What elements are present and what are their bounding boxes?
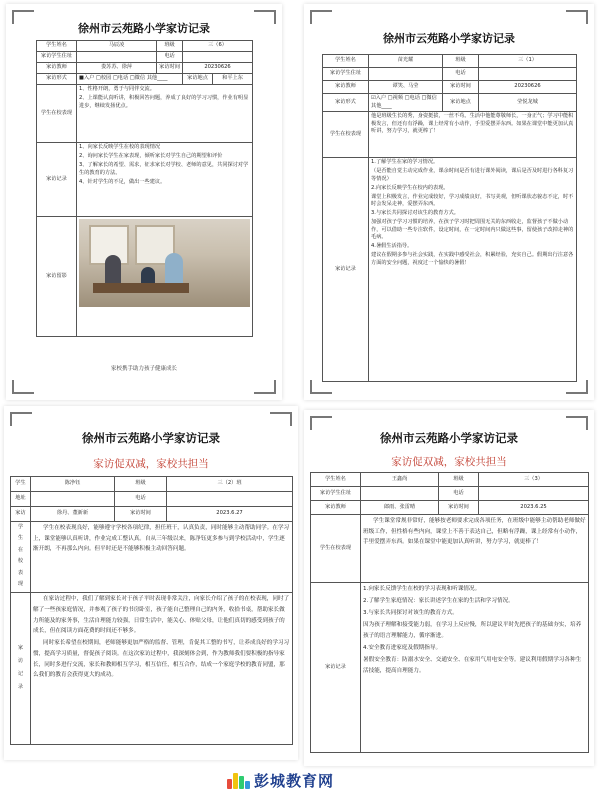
label-performance: 学生在校表现 bbox=[323, 112, 369, 158]
photo-table bbox=[93, 283, 189, 293]
label-char: 生 bbox=[17, 535, 24, 542]
label-performance: 学生在校表现 bbox=[311, 515, 361, 583]
value-student: 马辰凌 bbox=[77, 41, 157, 52]
value-student: 王鑫尚 bbox=[361, 473, 439, 487]
visit-record-table bbox=[310, 472, 589, 753]
label-phone: 电话 bbox=[115, 492, 167, 507]
value-phone bbox=[479, 68, 577, 81]
record-line: 同时家长希望在校期间，老师能够更加严格的监督、管理，肯促其工整的书写，让养成良好的学习习惯，提高学习质量，督促孩子阅读。在这次家访过程中，我深刻体会到，作为教师我们要积极的指导家长，同时多进行交流，家长和教师相互学习，相互信任，相互合作，结成一个家庭学校的教育同盟，那么我们的教育会获得更大的成功。 bbox=[33, 640, 290, 679]
record-line: 4.安全教育进家庭及假期指导。 bbox=[363, 645, 442, 652]
value-time: 2023.6.27 bbox=[167, 507, 293, 522]
value-phone bbox=[183, 52, 253, 63]
visit-record-table bbox=[322, 54, 577, 382]
visit-record-sheet-3 bbox=[4, 406, 298, 760]
label-char: 访 bbox=[17, 657, 24, 664]
value-address bbox=[369, 68, 443, 81]
value-time: 20230626 bbox=[183, 63, 253, 74]
label-photo: 家访留影 bbox=[37, 217, 77, 337]
label-address: 家访学生住址 bbox=[311, 487, 361, 501]
value-phone bbox=[479, 487, 589, 501]
value-class: 三（2）班 bbox=[167, 477, 293, 492]
label-char: 校 bbox=[17, 558, 24, 565]
label-student: 学生姓名 bbox=[323, 55, 369, 68]
label-teacher: 家访教师 bbox=[311, 501, 361, 515]
record-line: 1.了解学生在家的学习情况。 bbox=[371, 159, 439, 166]
record-text bbox=[31, 593, 293, 745]
label-time: 家访时间 bbox=[115, 507, 167, 522]
label-visit: 家访 bbox=[11, 507, 31, 522]
label-class: 班级 bbox=[439, 473, 479, 487]
visit-record-table bbox=[10, 476, 293, 745]
label-time: 家访时间 bbox=[443, 81, 479, 94]
label-char: 表 bbox=[17, 569, 24, 576]
label-address: 家访学生住址 bbox=[37, 52, 77, 63]
visit-record-sheet-2 bbox=[304, 4, 594, 400]
performance-line: 2、上课能认真听讲，积极回答问题，养成了良好的学习习惯，作业有明显进步，继续发扬优点。 bbox=[79, 95, 249, 109]
corner-ornament bbox=[310, 416, 332, 430]
record-line: 建议在假期多参与社会实践，在实践中感受社会，积累经验，充实自己。假期出行注意各方面的安全问题，祝度过一个愉快的暑假！ bbox=[371, 252, 574, 266]
value-teacher: 郎雨、张雷晴 bbox=[361, 501, 439, 515]
label-form: 家访形式 bbox=[37, 74, 77, 85]
label-record: 家访记录 bbox=[323, 158, 369, 382]
value-class: 三（1） bbox=[479, 55, 577, 68]
visit-record-sheet-4 bbox=[304, 410, 594, 766]
value-teacher: 谭笑、马莹 bbox=[369, 81, 443, 94]
record-line: （是否能自觉主动完成作业，课余时间是否有进行课外阅读，课后是否及时进行各科复习等情况） bbox=[371, 168, 574, 182]
label-place: 家访地点 bbox=[443, 94, 479, 112]
record-line: 4.暑假生活指导。 bbox=[371, 243, 413, 250]
record-text bbox=[77, 143, 253, 217]
record-line: 2、询问家长学生在家表现，倾听家长对学生自己的期望和评价 bbox=[79, 153, 223, 160]
label-time: 家访时间 bbox=[439, 501, 479, 515]
label-address: 地址 bbox=[11, 492, 31, 507]
record-line: 3.与家长共同探讨对该生的教育方式。 bbox=[363, 610, 458, 617]
record-text bbox=[369, 158, 577, 382]
value-time: 20230626 bbox=[479, 81, 577, 94]
home-visit-photo bbox=[79, 219, 250, 307]
label-class: 班级 bbox=[443, 55, 479, 68]
record-line: 3.与家长共同探讨对该生的教育方式。 bbox=[371, 210, 459, 217]
value-class: 三（3） bbox=[479, 473, 589, 487]
label-student: 学生姓名 bbox=[37, 41, 77, 52]
record-line: 1、向家长反映学生在校的表现情况 bbox=[79, 144, 161, 150]
label-phone: 电话 bbox=[157, 52, 183, 63]
visit-record-sheet-1 bbox=[6, 4, 282, 400]
record-line: 4、针对学生的不足，做出一些建议。 bbox=[79, 178, 166, 185]
value-address bbox=[31, 492, 115, 507]
label-teacher: 家访教师 bbox=[323, 81, 369, 94]
brand-name: 彭城教育网 bbox=[254, 771, 335, 790]
photo-person bbox=[105, 255, 121, 285]
corner-ornament bbox=[566, 10, 588, 24]
record-line: 2.向家长反映学生在校内的表现。 bbox=[371, 184, 449, 191]
label-record bbox=[11, 593, 31, 745]
performance-text bbox=[77, 85, 253, 143]
book-logo-icon bbox=[226, 769, 250, 791]
corner-ornament bbox=[10, 412, 32, 426]
label-class: 班级 bbox=[115, 477, 167, 492]
page-subtitle: 家访促双减，家校共担当 bbox=[391, 456, 507, 468]
label-time: 家访时间 bbox=[157, 63, 183, 74]
record-text bbox=[361, 583, 589, 753]
page-title: 徐州市云苑路小学家访记录 bbox=[78, 22, 210, 35]
value-place: 莹悦龙城 bbox=[479, 94, 577, 112]
value-class: 三（6） bbox=[183, 41, 253, 52]
label-performance bbox=[11, 522, 31, 593]
label-char: 在 bbox=[17, 546, 24, 553]
label-char: 记 bbox=[17, 670, 24, 677]
record-line: 暑假安全教育：防溺水安全、交通安全、在家用气用电安全等。建议利用假期学习各种生活技能，提高自理能力。 bbox=[363, 657, 582, 674]
label-performance: 学生在校表现 bbox=[37, 85, 77, 143]
record-line: 3、了解家长的希望、需求，征求家长对学校、老师的意见，共同探讨对学生的教育的方法。 bbox=[79, 162, 249, 176]
label-char: 录 bbox=[17, 683, 24, 690]
value-time: 2023.6.25 bbox=[479, 501, 589, 515]
record-line: 在家访过程中，我们了解到家长对于孩子平时表现非常关注，向家长介绍了孩子的在校表现，同时了解了一些孩家庭情况，并参观了孩子的书房卧室，孩子能自己整理自己的内务，收拾书桌，帮助家长做力所能及的家务事，生活自理能力较强，日常生活中，能关心、体贴父母，让他们真切的感受到孩子的成长，但在阅读方面花费的时间还不够多。 bbox=[33, 596, 290, 635]
label-place: 家访地点 bbox=[183, 74, 213, 85]
corner-ornament bbox=[566, 380, 588, 394]
site-watermark bbox=[226, 768, 376, 792]
value-address bbox=[361, 487, 439, 501]
value-form: ☑入户 □视频 □电话 □微信 其他____ bbox=[369, 94, 443, 112]
photo-cell bbox=[77, 217, 253, 337]
record-line: 1.向家长反馈学生在校的学习表现和听课情况。 bbox=[363, 586, 481, 592]
value-teacher: 娄苏苏、徐萍 bbox=[77, 63, 157, 74]
page-title: 徐州市云苑路小学家访记录 bbox=[383, 32, 515, 45]
page-title: 徐州市云苑路小学家访记录 bbox=[380, 431, 518, 445]
photo-caption: 家校携手助力孩子健康成长 bbox=[110, 366, 177, 372]
label-record: 家访记录 bbox=[311, 583, 361, 753]
label-char: 学 bbox=[17, 524, 24, 530]
label-class: 班级 bbox=[157, 41, 183, 52]
label-student: 学生姓名 bbox=[311, 473, 361, 487]
record-line: 课堂上积极发言，作业完成较好，学习成绩良好，书写美观，但听课状态貌态不定，时不时会发呆走神，爱摆弄东西。 bbox=[371, 193, 574, 208]
photo-person bbox=[165, 253, 183, 287]
corner-ornament bbox=[310, 10, 332, 24]
label-phone: 电话 bbox=[439, 487, 479, 501]
visit-record-table bbox=[36, 40, 253, 337]
record-line: 因为孩子理解和接受能力弱，在学习上反应慢，所以建议平时先把孩子的基础夯实，培养孩子的语言理解能力，循序渐进。 bbox=[363, 622, 582, 639]
record-line: 2.了解学生家庭情况：家长讲述学生在家的生活和学习情况。 bbox=[363, 598, 514, 605]
label-form: 家访形式 bbox=[323, 94, 369, 112]
corner-ornament bbox=[310, 380, 332, 394]
value-address bbox=[77, 52, 157, 63]
page-title: 徐州市云苑路小学家访记录 bbox=[82, 431, 220, 445]
value-form: ■入户 □校园 □电话 □微信 其他____ bbox=[77, 74, 183, 85]
performance-line: 1、性格开朗，勇于与同伴交流。 bbox=[79, 86, 155, 92]
corner-ornament bbox=[12, 380, 34, 394]
value-student: 苗光耀 bbox=[369, 55, 443, 68]
performance-text: 学生在校表现良好，能够遵守学校各项纪律，担任班干，认真负责，同时能够主动帮助同学。在学习上，课堂能够认真听讲，作业完成工整认真。自从三年级以来，陈净钰更多参与到学校活动中，学生逐渐开朗，不再那么内向。但平时还是不能够积极主动回答问题。 bbox=[31, 522, 293, 593]
value-teacher: 徐丹、董新新 bbox=[31, 507, 115, 522]
corner-ornament bbox=[566, 416, 588, 430]
label-teacher: 家访教师 bbox=[37, 63, 77, 74]
performance-text: 他是班级生长的秀，身姿挺拔，一丝不苟。生活中他能尊敬师长，一身正气；学习中能积极发言，但还有有浮躁，课上经常有小动作，手里爱摆弄东西。如果在课堂中能更加认真听讲，努力学习，就更棒了！ bbox=[369, 112, 577, 158]
label-phone: 电话 bbox=[443, 68, 479, 81]
performance-text: 学生课堂常规非常好，能够按老师要求完成各项任务，在班级中能够主动帮助老师做好班级工作，但性格有些内向，课堂上不善于表达自己，但略有浮躁，课上经常有小动作，手里爱摆弄东西。如果在课堂中能更加认真听讲，努力学习，就更棒了！ bbox=[361, 515, 589, 583]
value-student: 陈净钰 bbox=[31, 477, 115, 492]
record-line: 加强对孩子学习习惯的培养，在孩子学习时把周围无关的东西收走，监督孩子不做小动作，可以借助一些专注软件，设定时间，在一定时间内只做这些事，留使孩子改掉走神的毛病。 bbox=[371, 219, 574, 241]
label-address: 家访学生住址 bbox=[323, 68, 369, 81]
value-place: 和平上东 bbox=[213, 74, 253, 85]
label-student: 学生 bbox=[11, 477, 31, 492]
value-phone bbox=[167, 492, 293, 507]
corner-ornament bbox=[270, 412, 292, 426]
label-char: 家 bbox=[17, 644, 24, 651]
label-char: 现 bbox=[17, 580, 24, 587]
corner-ornament bbox=[254, 380, 276, 394]
page-subtitle: 家访促双减，家校共担当 bbox=[93, 458, 209, 470]
label-record: 家访记录 bbox=[37, 143, 77, 217]
